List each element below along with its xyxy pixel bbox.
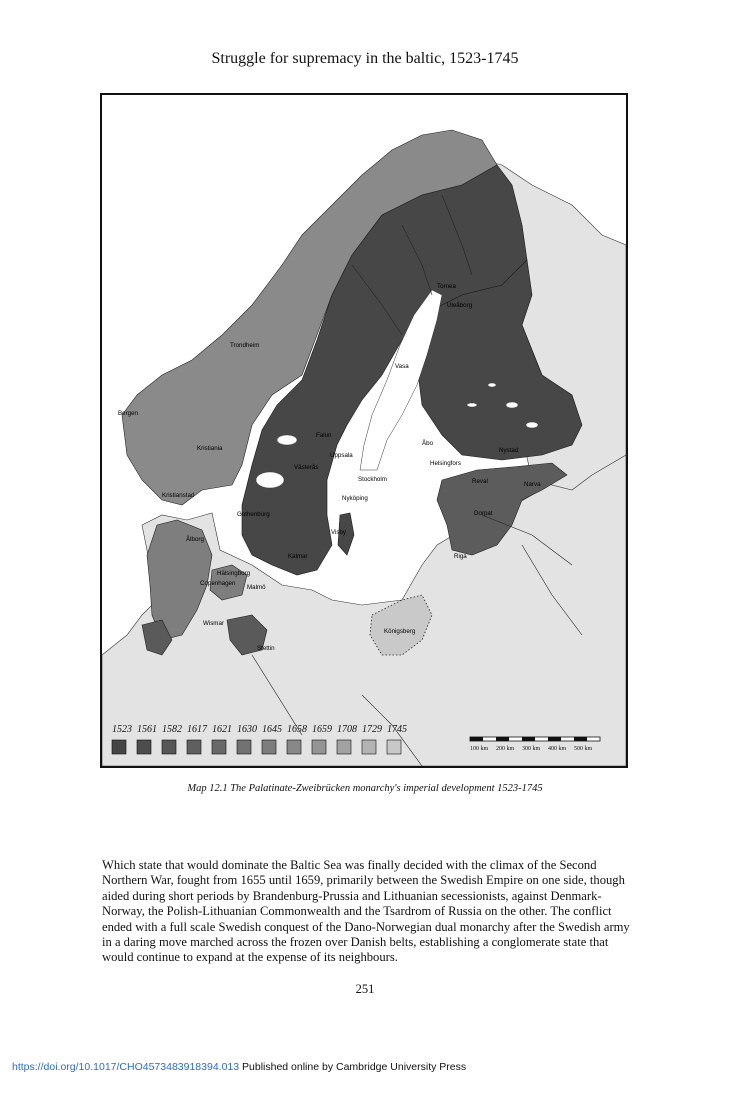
scale-label: 500 km: [574, 746, 593, 752]
legend-swatch: [312, 740, 326, 754]
label-malmo: Malmö: [247, 584, 266, 591]
scale-label: 100 km: [470, 746, 489, 752]
legend-year: 1561: [137, 724, 157, 735]
doi-link[interactable]: https://doi.org/10.1017/CHO4573483918394.013: [12, 1061, 240, 1073]
scale-label: 200 km: [496, 746, 515, 752]
label-helsingfors: Helsingfors: [430, 460, 461, 467]
legend-swatch: [362, 740, 376, 754]
map-caption: Map 12.1 The Palatinate-Zweibrücken monarchy's imperial development 1523-1745: [187, 783, 543, 794]
legend-year: 1659: [312, 724, 332, 735]
label-narva: Narva: [524, 481, 541, 488]
label-nystad: Nystad: [499, 447, 519, 454]
legend-swatch: [137, 740, 151, 754]
label-uppsala: Uppsala: [330, 452, 353, 459]
label-tornea: Tornea: [437, 283, 456, 290]
label-reval: Reval: [472, 478, 488, 485]
legend-year: 1745: [387, 724, 407, 735]
page-number: 251: [355, 982, 375, 996]
page-title: Struggle for supremacy in the baltic, 1523-1745: [211, 50, 519, 67]
legend-swatch: [262, 740, 276, 754]
label-copenhagen: Copenhagen: [200, 580, 236, 587]
label-uleaborg: Uleåborg: [447, 302, 473, 309]
body-paragraph: Which state that would dominate the Baltic Sea was finally decided with the climax of the Second Northern War, fought from 1655 until 1659, primarily between the Swedish Empire on one side, though aided during short periods by Brandenburg-Prussia and Lithuanian secessionists, against Denmark-Norway, the Polish-Lithuanian Commonwealth and the Tsardrom of Russia on the other. The conflict ended with a full scale Swedish conquest of the Dano-Norwegian dual monarchy after the Swedish army in a daring move marched across the frozen over Danish belts, establishing a conglomerate state that would continue to expand at the expense of its neighbours.: [102, 858, 630, 965]
label-konigsberg: Königsberg: [384, 628, 416, 635]
label-stettin: Stettin: [257, 645, 275, 652]
map-figure: [100, 93, 628, 768]
label-dorpat: Dorpat: [474, 510, 493, 517]
scale-label: 300 km: [522, 746, 541, 752]
label-halsingborg: Hälsingborg: [217, 570, 251, 577]
legend-swatch: [212, 740, 226, 754]
label-stockholm: Stockholm: [358, 476, 387, 483]
label-abo: Åbo: [422, 440, 434, 447]
legend-year: 1617: [187, 724, 207, 735]
label-visby: Visby: [331, 529, 347, 536]
label-trondheim: Trondheim: [230, 342, 260, 349]
legend-swatch: [287, 740, 301, 754]
legend-year: 1729: [362, 724, 382, 735]
legend-year: 1523: [112, 724, 132, 735]
label-kristianstad: Kristianstad: [162, 492, 195, 499]
label-alborg: Ålborg: [186, 536, 204, 543]
scale-label: 400 km: [548, 746, 567, 752]
label-riga: Riga: [454, 553, 467, 560]
label-nykoping: Nyköping: [342, 495, 368, 502]
label-bergen: Bergen: [118, 410, 138, 417]
legend-swatch: [162, 740, 176, 754]
legend-swatch: [237, 740, 251, 754]
label-falun: Falun: [316, 432, 332, 439]
legend-year: 1658: [287, 724, 307, 735]
legend-year: 1708: [337, 724, 357, 735]
legend-year: 1582: [162, 724, 182, 735]
publisher-note: Published online by Cambridge University Press: [242, 1061, 467, 1073]
legend-swatch: [112, 740, 126, 754]
legend-year: 1621: [212, 724, 232, 735]
label-kalmar: Kalmar: [288, 553, 308, 560]
legend-year: 1630: [237, 724, 257, 735]
label-gothenburg: Gothenburg: [237, 511, 270, 518]
legend-swatch: [187, 740, 201, 754]
label-vasteras: Västerås: [294, 464, 319, 471]
label-vasa: Vasa: [395, 363, 409, 370]
legend-swatch: [387, 740, 401, 754]
legend-swatch: [337, 740, 351, 754]
footer: [12, 1061, 466, 1073]
label-kristiania: Kristiania: [197, 445, 223, 452]
baltic-map: [102, 95, 626, 766]
legend-year: 1645: [262, 724, 282, 735]
label-wismar: Wismar: [203, 620, 224, 627]
